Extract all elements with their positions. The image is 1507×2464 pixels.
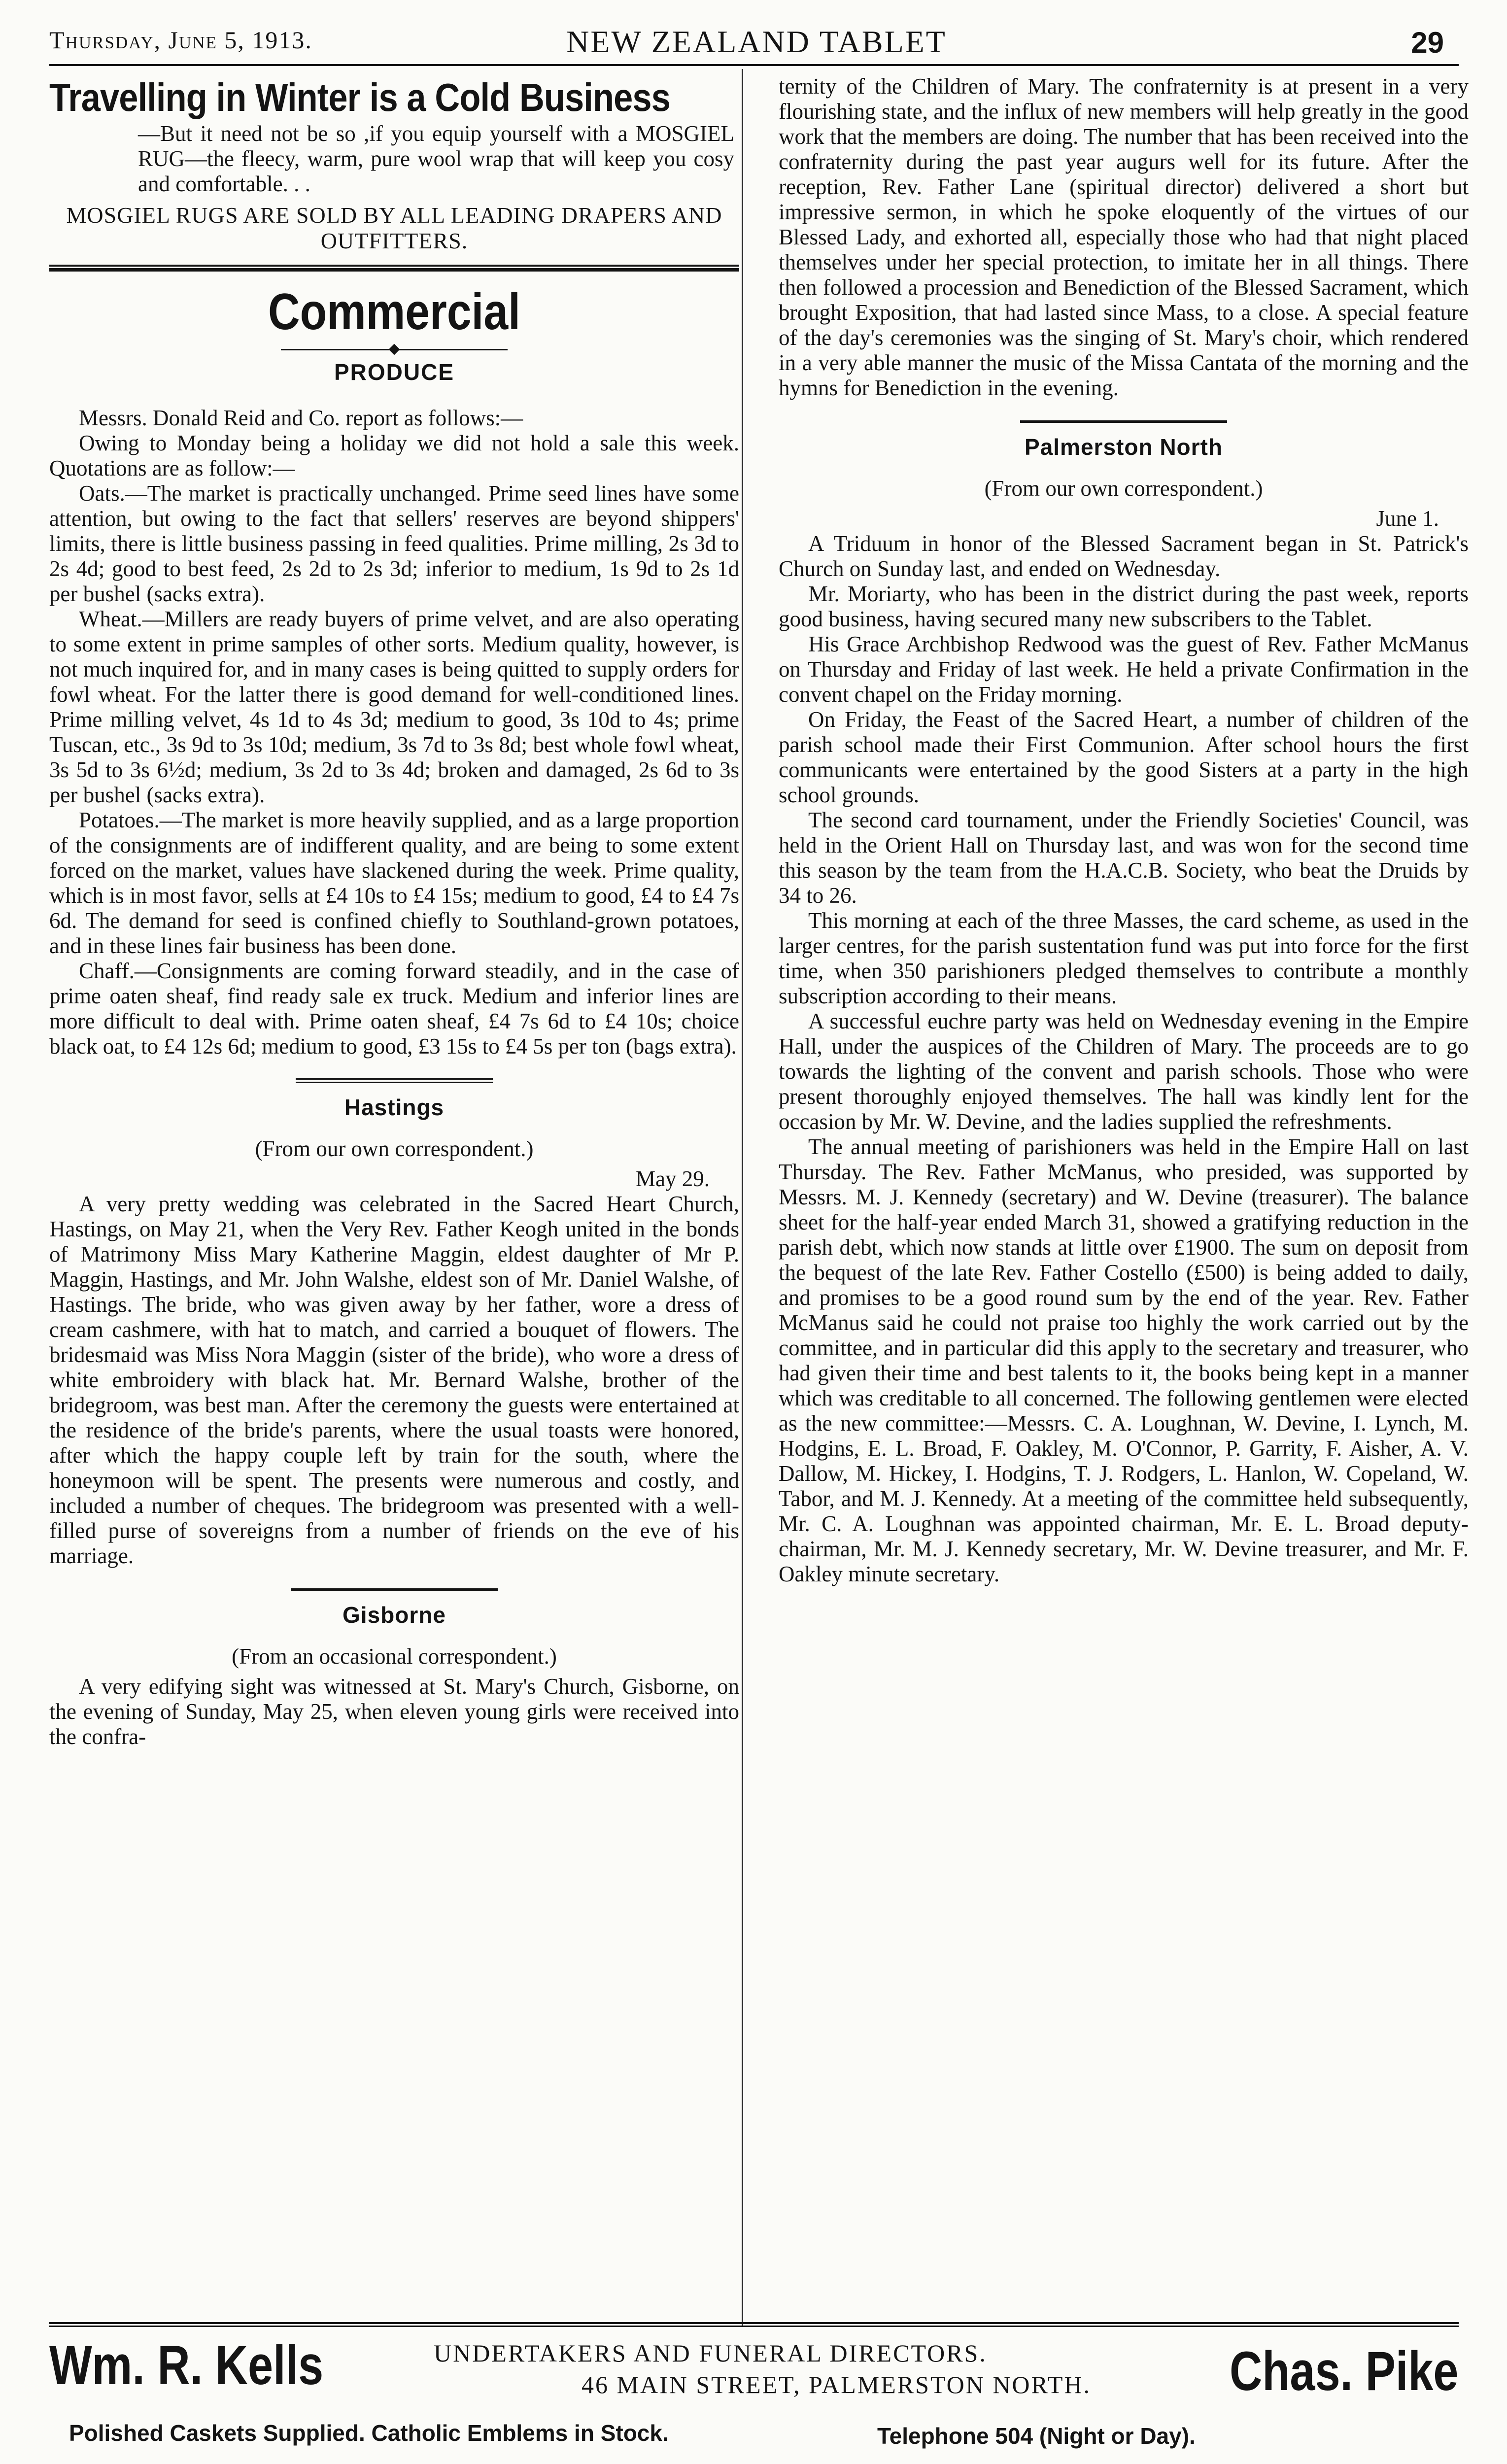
palmerston-heading: Palmerston North: [1025, 434, 1223, 460]
hastings-paragraph: A very pretty wedding was celebrated in the Sacred Heart Church, Hastings, on May 21, when the Very Rev. Father Keogh united in the bonds of Matrimony Miss Mary Katherine Maggin, eldest daughter of Mr P. Maggin, Hastings, and Mr. John Walshe, eldest son of Mr. Daniel Walshe, of Hastings. The bride, who was given away by her father, wore a dress of cream cashmere, with hat to match, and carried a bouquet of flowers. The bridesmaid was Miss Nora Maggin (sister of the bride), who wore a dress of white embroidery with black hat. Mr. Bernard Walshe, brother of the bridegroom, was best man. After the ceremony the guests were entertained at the residence of the bride's parents, where the usual toasts were honored, after which the happy couple left by train for the south, where the honeymoon will be spent. The presents were numerous and costly, and included a number of cheques. The bridegroom was presented with a well-filled purse of sovereigns from a number of friends on the eve of his marriage.: [49, 1192, 739, 1568]
hastings-byline: (From our own correspondent.): [255, 1136, 534, 1161]
palmerston-paragraph: On Friday, the Feast of the Sacred Heart, a number of children of the parish school made their First Communion. After school hours the first communicants were entertained by the good Sisters at a party in the high school grounds.: [779, 707, 1469, 807]
advert-telephone-line: Telephone 504 (Night or Day).: [877, 2423, 1196, 2449]
palmerston-paragraph: The second card tournament, under the Friendly Societies' Council, was held in the Orient Hall on Thursday last, and was won for the second time this season by the team from the H.A.C.B. Society, who beat the Druids by 34 to 26.: [779, 808, 1469, 908]
palmerston-paragraph: His Grace Archbishop Redwood was the guest of Rev. Father McManus on Thursday and Friday of last week. He held a private Confirmation in the convent chapel on the Friday morning.: [779, 632, 1469, 707]
advert-rule: [49, 265, 739, 272]
commercial-heading: Commercial: [268, 283, 520, 341]
palmerston-byline: (From our own correspondent.): [984, 476, 1263, 501]
column-separator: [742, 69, 743, 2326]
gisborne-byline: (From an occasional correspondent.): [232, 1644, 557, 1669]
advertiser-name-left: Wm. R. Kells: [49, 2334, 324, 2396]
section-rule: [291, 1588, 498, 1591]
oats-paragraph: Oats.—The market is practically unchanged. Prime seed lines have some attention, but owing to the fact that sellers' reserves are beyond shippers' limits, there is little business passing in feed qualities. Prime milling, 2s 3d to 2s 4d; good to best feed, 2s 2d to 2s 3d; inferior to medium, 1s 9d to 2s 1d per bushel (sacks extra).: [49, 481, 739, 606]
palmerston-article: [779, 531, 1469, 1587]
advert-address-line: 46 MAIN STREET, PALMERSTON NORTH.: [582, 2371, 1092, 2398]
chaff-paragraph: Chaff.—Consignments are coming forward steadily, and in the case of prime oaten sheaf, find ready sale ex truck. Medium and inferior lines are more difficult to deal with. Prime oaten sheaf, £4 7s 6d to £4 10s; choice black oat, to £4 12s 6d; medium to good, £3 15s to £4 5s per ton (bags extra).: [49, 958, 739, 1059]
gisborne-continued: [779, 74, 1469, 401]
advertiser-name-right: Chas. Pike: [1230, 2340, 1459, 2402]
report-paragraph: Messrs. Donald Reid and Co. report as follows:—: [79, 406, 523, 430]
undertakers-advert: [49, 2336, 1459, 2464]
masthead: [49, 24, 1464, 61]
commercial-report: [49, 406, 739, 1059]
wheat-paragraph: Wheat.—Millers are ready buyers of prime velvet, and are also operating to some extent in prime samples of other sorts. Medium quality, however, is not much inquired for, and in many cases is being quitted to supply orders for fowl wheat. For the latter there is good demand for well-conditioned lines. Prime milling velvet, 4s 1d to 4s 3d; medium to good, 3s 10d to 4s; prime Tuscan, etc., 3s 9d to 3s 10d; medium, 3s 7d to 3s 8d; best whole fowl wheat, 3s 5d to 3s 6½d; medium, 3s 2d to 3s 4d; broken and damaged, 2s 6d to 3s per bushel (sacks extra).: [49, 607, 739, 807]
mosgiel-advert: [49, 74, 739, 254]
right-column: [779, 74, 1469, 2301]
ornament-rule: [281, 345, 508, 353]
advert-services-line: Polished Caskets Supplied. Catholic Emblems in Stock.: [69, 2420, 669, 2446]
page-number: 29: [1411, 26, 1444, 59]
advert-business-line: UNDERTAKERS AND FUNERAL DIRECTORS.: [434, 2339, 987, 2367]
gisborne-article: [49, 1674, 739, 1749]
section-rule: [1020, 420, 1227, 423]
hastings-dateline: May 29.: [636, 1166, 710, 1191]
report-paragraph: Owing to Monday being a holiday we did not hold a sale this week. Quotations are as follow:—: [49, 431, 739, 480]
hastings-article: [49, 1192, 739, 1569]
issue-date: Thursday, June 5, 1913.: [49, 26, 312, 54]
palmerston-paragraph: The annual meeting of parishioners was held in the Empire Hall on last Thursday. The Rev. Father McManus, who presided, was supported by Messrs. M. J. Kennedy (secretary) and W. Devine (treasurer). The balance sheet for the half-year ended March 31, showed a gratifying reduction in the parish debt, which now stands at little over £1900. The sum on deposit from the bequest of the late Rev. Father Costello (£500) is being added to daily, and promises to be a good round sum by the end of the year. Rev. Father McManus said he could not praise too highly the work carried out by the committee, and in particular did this apply to the secretary and treasurer, who had given their time and best talents to it, the books being kept in a manner which was creditable to all concerned. The following gentlemen were elected as the new committee:—Messrs. C. A. Loughnan, W. Devine, I. Lynch, M. Hodgins, E. L. Broad, F. Oakley, M. O'Connor, P. Garrity, F. Aisher, A. V. Dallow, M. Hickey, I. Hodgins, T. J. Rodgers, L. Hanlon, W. Copeland, W. Tabor, and M. J. Kennedy. At a meeting of the committee held subsequently, Mr. C. A. Loughnan was appointed chairman, Mr. E. L. Broad deputy-chairman, Mr. M. J. Kennedy secretary, Mr. W. Devine treasurer, and Mr. F. Oakley minute secretary.: [779, 1134, 1469, 1586]
left-column: [49, 74, 739, 2301]
section-rule: [296, 1078, 493, 1083]
gisborne-continuation: ternity of the Children of Mary. The confraternity is at present in a very flourishing state, and the influx of new members will help greatly in the good work that the members are doing. The number that has been received into the confraternity during the past year augurs well for its future. After the reception, Rev. Father Lane (spiritual director) delivered a short but impressive sermon, in which he spoke eloquently of the virtues of our Blessed Lady, and exhorted all, especially those who had that night placed themselves under her special protection, to imitate her in all things. There then followed a procession and Benediction of the Blessed Sacrament, which brought Exposition, that had lasted since Mass, to a close. A special feature of the day's ceremonies was the singing of St. Mary's choir, which rendered in a very able manner the music of the Missa Cantata of the morning and the hymns for Benediction in the evening.: [779, 74, 1469, 400]
produce-heading: PRODUCE: [334, 359, 455, 385]
palmerston-paragraph: Mr. Moriarty, who has been in the district during the past week, reports good business, having secured many new subscribers to the Tablet.: [779, 582, 1469, 631]
palmerston-dateline: June 1.: [1376, 506, 1439, 531]
hastings-heading: Hastings: [344, 1095, 445, 1120]
masthead-rule: [49, 64, 1459, 66]
palmerston-paragraph: This morning at each of the three Masses, the card scheme, as used in the larger centres, for the parish sustentation fund was put into force for the first time, when 350 parishioners pledged themselves to contribute a monthly subscription according to their means.: [779, 908, 1469, 1008]
advert-headline: Travelling in Winter is a Cold Business: [49, 75, 670, 119]
footer-rule: [49, 2322, 1459, 2327]
palmerston-paragraph: A successful euchre party was held on Wednesday evening in the Empire Hall, under the auspices of the Children of Mary. The proceeds are to go towards the lighting of the convent and parish schools. Those who were present thoroughly enjoyed themselves. The hall was kindly lent for the occasion by Mr. W. Devine, and the ladies supplied the refreshments.: [779, 1009, 1469, 1134]
palmerston-paragraph: A Triduum in honor of the Blessed Sacrament began in St. Patrick's Church on Sunday last, and ended on Wednesday.: [779, 531, 1469, 581]
gisborne-heading: Gisborne: [342, 1602, 446, 1628]
publication-title: NEW ZEALAND TABLET: [566, 24, 947, 59]
advert-caps: MOSGIEL RUGS ARE SOLD BY ALL LEADING DRAPERS AND OUTFITTERS.: [66, 203, 722, 253]
advert-text: —But it need not be so ,if you equip yourself with a MOSGIEL RUG—the fleecy, warm, pure wool wrap that will keep you cosy and comfortable. . .: [138, 121, 734, 196]
potatoes-paragraph: Potatoes.—The market is more heavily supplied, and as a large proportion of the consignments are of indifferent quality, and are being to some extent forced on the market, values have slackened during the week. Prime quality, which is in most favor, sells at £4 10s to £4 15s; medium to good, £4 to £4 7s 6d. The demand for seed is confined chiefly to Southland-grown potatoes, and in these lines fair business has been done.: [49, 808, 739, 958]
gisborne-paragraph: A very edifying sight was witnessed at St. Mary's Church, Gisborne, on the evening of Sunday, May 25, when eleven young girls were received into the confra-: [49, 1674, 739, 1749]
